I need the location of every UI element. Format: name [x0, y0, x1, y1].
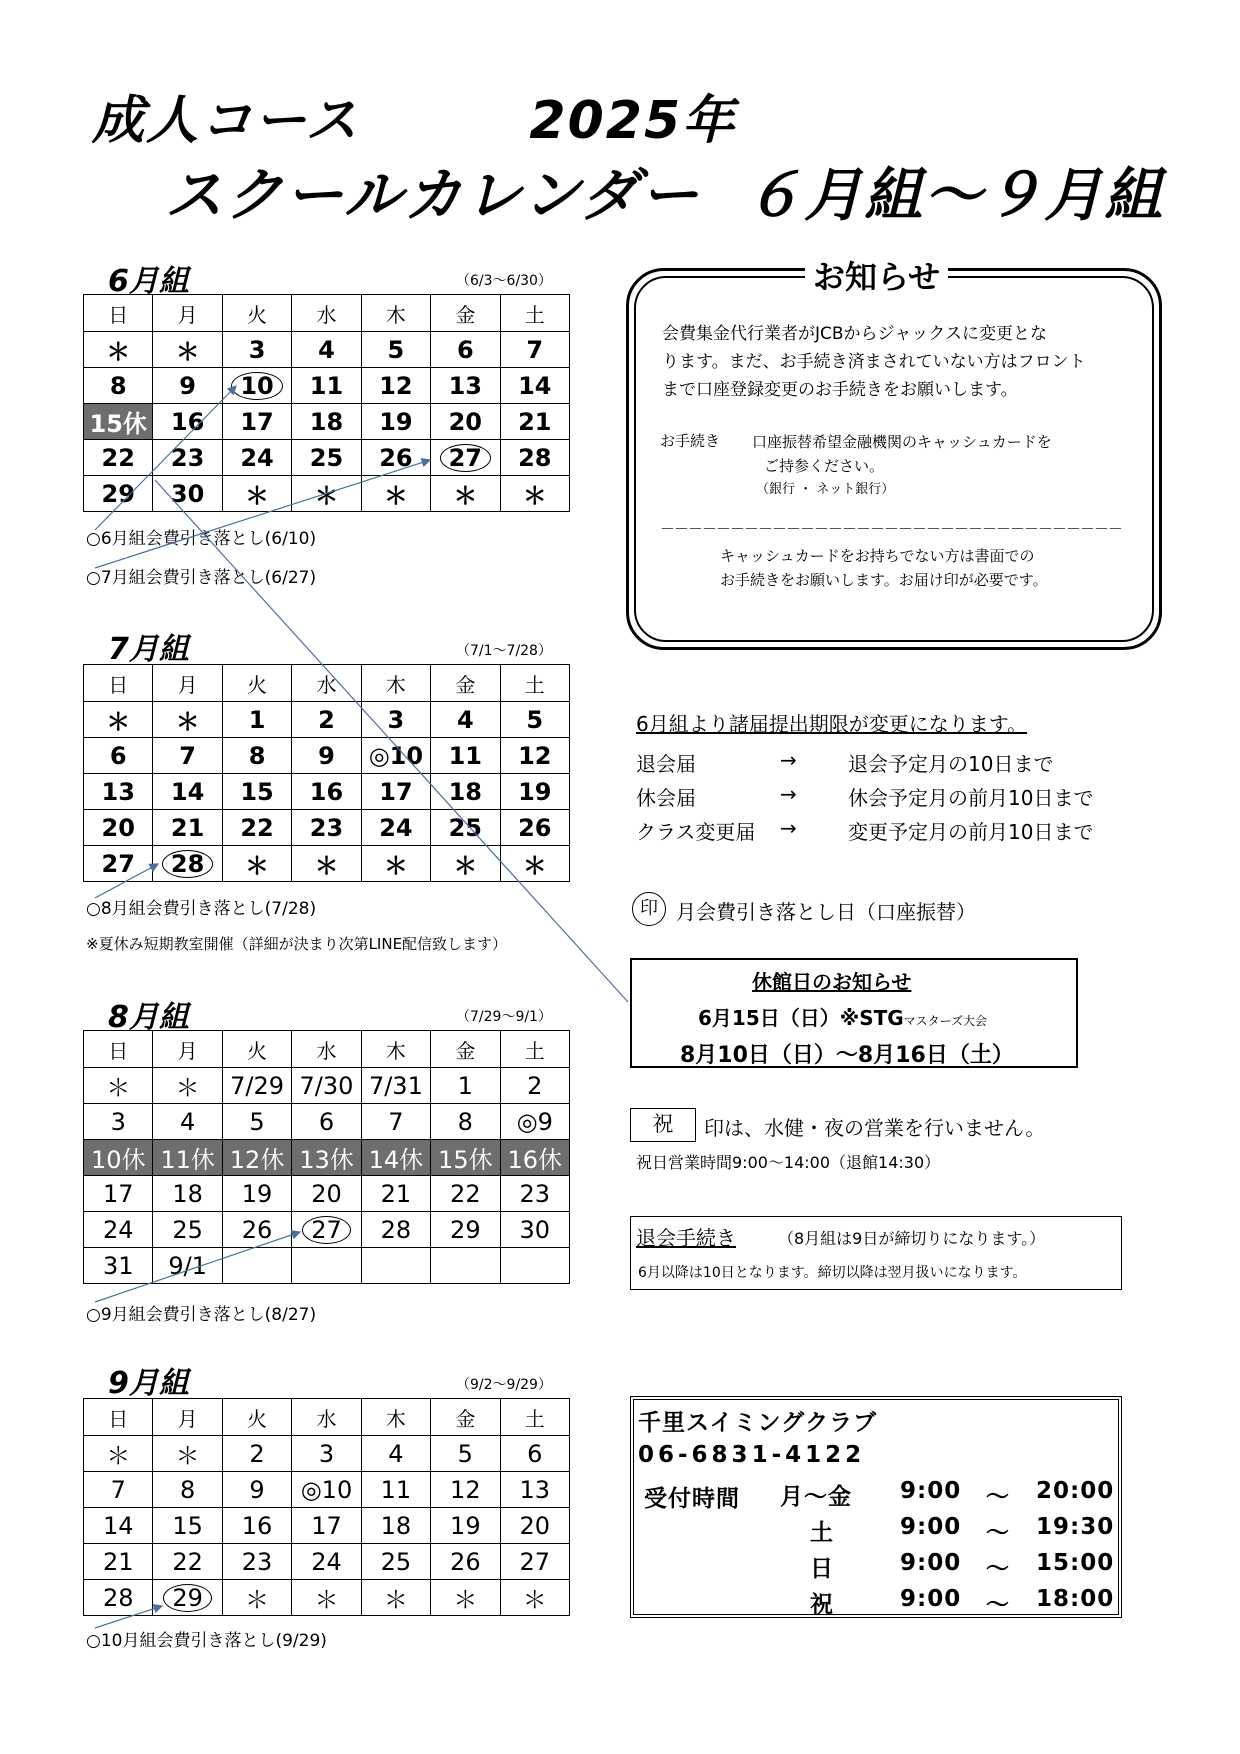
weekday-header: 木 [361, 295, 430, 332]
calendar-day-cell: 20 [84, 810, 153, 846]
notice-cashcard: キャッシュカードをお持ちでない方は書面での お手続きをお願いします。お届け印が必要です。 [720, 547, 1048, 589]
weekday-header: 金 [431, 295, 500, 332]
deadline-form: クラス変更届 [636, 820, 756, 844]
calendar-day-cell: 14 [500, 368, 569, 404]
calendar-day-cell: ＊ [222, 846, 291, 882]
weekday-header: 水 [292, 1399, 361, 1436]
june-note-2: ○7月組会費引き落とし(6/27) [86, 568, 317, 588]
calendar-day-cell: 23 [292, 810, 361, 846]
weekday-header: 月 [153, 665, 222, 702]
calendar-day-cell: 7/30 [292, 1068, 361, 1104]
calendar-day-cell: 3 [292, 1436, 361, 1472]
calendar-day-cell: 1 [222, 702, 291, 738]
calendar-day-cell: 18 [292, 404, 361, 440]
holiday-mark: 祝 [630, 1108, 696, 1142]
calendar-day-cell: ＊ [500, 846, 569, 882]
calendar-day-cell: 12休 [222, 1140, 291, 1176]
calendar-day-cell: 3 [361, 702, 430, 738]
calendar-day-cell: 7 [84, 1472, 153, 1508]
calendar-day-cell: 8 [84, 368, 153, 404]
deadline-form: 休会届 [636, 786, 696, 810]
calendar-day-cell: ＊ [84, 1436, 153, 1472]
september-range: （9/2～9/29） [456, 1377, 552, 1393]
calendar-day-cell: 5 [361, 332, 430, 368]
calendar-day-cell: ◎9 [500, 1104, 569, 1140]
calendar-day-cell: 25 [361, 1544, 430, 1580]
calendar-day-cell: 21 [500, 404, 569, 440]
title-line2: スクールカレンダー ６月組～９月組 [165, 161, 1165, 229]
calendar-day-cell: 23 [153, 440, 222, 476]
calendar-day-cell: 20 [292, 1176, 361, 1212]
club-hours-open: 9:00 [900, 1478, 962, 1504]
calendar-day-cell: ＊ [84, 1068, 153, 1104]
club-hours-row [780, 1586, 1120, 1622]
september-heading: 9月組 [108, 1366, 189, 1401]
club-hours-day: 月～金 [780, 1484, 852, 1510]
calendar-day-cell: 9 [153, 368, 222, 404]
calendar-day-cell: 9/1 [153, 1248, 222, 1284]
calendar-day-cell: 23 [500, 1176, 569, 1212]
july-note-2: ※夏休み短期教室開催（詳細が決まり次第LINE配信致します） [86, 935, 508, 953]
june-note-1: ○6月組会費引き落とし(6/10) [86, 529, 317, 549]
weekday-header: 月 [153, 295, 222, 332]
calendar-day-cell: ＊ [361, 846, 430, 882]
withdraw-rule: 6月以降は10日となります。締切以降は翌月扱いになります。 [638, 1265, 1027, 1281]
calendar-day-cell: 12 [500, 738, 569, 774]
club-hours-sep: ～ [986, 1484, 1010, 1510]
calendar-day-cell: 6 [431, 332, 500, 368]
calendar-day-cell: 21 [361, 1176, 430, 1212]
calendar-day-cell: 13 [431, 368, 500, 404]
calendar-day-cell: 26 [222, 1212, 291, 1248]
calendar-day-cell: 11休 [153, 1140, 222, 1176]
calendar-day-cell: 31 [84, 1248, 153, 1284]
debit-day-circle: 29 [163, 1584, 212, 1612]
calendar-day-cell: 28 [500, 440, 569, 476]
debit-day-circle: 28 [162, 850, 213, 878]
calendar-day-cell: ＊ [84, 332, 153, 368]
june-heading: 6月組 [108, 264, 189, 299]
calendar-day-cell: 12 [361, 368, 430, 404]
notice-procedure-label: お手続き [660, 432, 721, 450]
august-heading: 8月組 [108, 1000, 189, 1035]
club-hours-close: 20:00 [1036, 1478, 1115, 1504]
calendar-day-cell: 18 [153, 1176, 222, 1212]
weekday-header: 土 [500, 1399, 569, 1436]
calendar-day-cell: 26 [431, 1544, 500, 1580]
club-hours-day: 日 [810, 1556, 834, 1582]
calendar-day-cell: 15 [222, 774, 291, 810]
closed-day-2: 8月10日（日）～8月16日（土） [680, 1043, 1014, 1068]
calendar-day-cell: 30 [153, 476, 222, 512]
calendar-day-cell: ＊ [153, 702, 222, 738]
calendar-day-cell: ＊ [431, 846, 500, 882]
calendar-day-cell: 22 [222, 810, 291, 846]
calendar-day-cell: 14休 [361, 1140, 430, 1176]
calendar-day-cell: 3 [84, 1104, 153, 1140]
arrow-september-29 [95, 1606, 162, 1628]
club-hours-sep: ～ [986, 1556, 1010, 1582]
calendar-day-cell: 2 [222, 1436, 291, 1472]
calendar-day-cell: 27 [500, 1544, 569, 1580]
club-hours-sep: ～ [986, 1520, 1010, 1546]
calendar-day-cell: 22 [153, 1544, 222, 1580]
calendar-day-cell: 16 [153, 404, 222, 440]
deadline-form: 退会届 [636, 752, 696, 776]
calendar-day-cell: 29 [84, 476, 153, 512]
calendar-day-cell: 14 [84, 1508, 153, 1544]
deadline-arrow: → [780, 816, 797, 840]
calendar-day-cell: 18 [431, 774, 500, 810]
calendar-day-cell: 3 [222, 332, 291, 368]
arrow-august-27 [95, 1232, 300, 1302]
club-hours-open: 9:00 [900, 1586, 962, 1612]
weekday-header: 日 [84, 1031, 153, 1068]
calendar-day-cell: 4 [153, 1104, 222, 1140]
deadline-arrow: → [780, 748, 797, 772]
calendar-day-cell: 30 [500, 1212, 569, 1248]
calendar-day-cell: ◎10 [292, 1472, 361, 1508]
calendar-day-cell: 28 [361, 1212, 430, 1248]
calendar-day-cell: 16 [292, 774, 361, 810]
calendar-day-cell: 15休 [431, 1140, 500, 1176]
club-hours-row [780, 1478, 1120, 1514]
calendar-day-cell: 17 [84, 1176, 153, 1212]
weekday-header: 月 [153, 1031, 222, 1068]
weekday-header: 木 [361, 1031, 430, 1068]
weekday-header: 水 [292, 665, 361, 702]
calendar-day-cell: ＊ [292, 846, 361, 882]
calendar-day-cell: 6 [84, 738, 153, 774]
club-name: 千里スイミングクラブ [638, 1410, 878, 1436]
weekday-header: 金 [431, 665, 500, 702]
july-note-1: ○8月組会費引き落とし(7/28) [86, 899, 317, 919]
weekday-header: 土 [500, 295, 569, 332]
calendar-day-cell: 24 [292, 1544, 361, 1580]
title-line1: 成人コース 2025年 [92, 91, 737, 151]
calendar-day-cell: 4 [361, 1436, 430, 1472]
weekday-header: 水 [292, 1031, 361, 1068]
weekday-header: 土 [500, 665, 569, 702]
club-hours [780, 1478, 1120, 1622]
calendar-day-cell: ＊ [431, 476, 500, 512]
weekday-header: 日 [84, 295, 153, 332]
closed-day-1: 6月15日（日）※STGマスターズ大会 [698, 1006, 988, 1030]
calendar-day-cell: ＊ [500, 1580, 569, 1616]
deadline-rule: 休会予定月の前月10日まで [848, 786, 1094, 810]
calendar-day-cell: 8 [153, 1472, 222, 1508]
weekday-header: 日 [84, 665, 153, 702]
calendar-day-cell: 17 [361, 774, 430, 810]
weekday-header: 火 [222, 1031, 291, 1068]
calendar-day-cell: ＊ [222, 1580, 291, 1616]
weekday-header: 火 [222, 295, 291, 332]
calendar-day-cell: 6 [500, 1436, 569, 1472]
calendar-day-cell: 7/31 [361, 1068, 430, 1104]
holiday-hours: 祝日営業時間9:00～14:00（退館14:30） [636, 1153, 941, 1172]
calendar-day-cell: 9 [222, 1472, 291, 1508]
club-hours-close: 19:30 [1036, 1514, 1115, 1540]
deadline-rule: 変更予定月の前月10日まで [848, 820, 1094, 844]
club-hours-open: 9:00 [900, 1550, 962, 1576]
june-range: （6/3～6/30） [456, 273, 552, 289]
calendar-day-cell: 7/29 [222, 1068, 291, 1104]
deadline-arrow: → [780, 782, 797, 806]
weekday-header: 金 [431, 1031, 500, 1068]
august-range: （7/29～9/1） [456, 1009, 552, 1025]
calendar-day-cell: 21 [153, 810, 222, 846]
arrow-closed-day [155, 480, 628, 1002]
weekday-header: 日 [84, 1399, 153, 1436]
calendar-day-cell: 25 [431, 810, 500, 846]
calendar-day-cell: 12 [431, 1472, 500, 1508]
calendar-day-cell: 21 [84, 1544, 153, 1580]
calendar-day-cell: 15休 [84, 404, 153, 440]
calendar-day-cell: 7 [153, 738, 222, 774]
deadline-rule: 退会予定月の10日まで [848, 752, 1054, 776]
calendar-day-cell: 14 [153, 774, 222, 810]
weekday-header: 月 [153, 1399, 222, 1436]
calendar-day-cell: ＊ [431, 1580, 500, 1616]
weekday-header: 木 [361, 665, 430, 702]
calendar-day-cell: 17 [292, 1508, 361, 1544]
calendar-day-cell: 20 [500, 1508, 569, 1544]
calendar-day-cell: 19 [500, 774, 569, 810]
calendar-day-cell: 4 [431, 702, 500, 738]
calendar-day-cell: ＊ [292, 1580, 361, 1616]
club-hours-row [780, 1514, 1120, 1550]
calendar-day-cell: 11 [361, 1472, 430, 1508]
august-note-1: ○9月組会費引き落とし(8/27) [86, 1305, 317, 1325]
calendar-day-cell: 24 [361, 810, 430, 846]
calendar-day-cell: 17 [222, 404, 291, 440]
weekday-header: 火 [222, 1399, 291, 1436]
calendar-day-cell: 27 [84, 846, 153, 882]
club-hours-day: 祝 [810, 1592, 834, 1618]
calendar-day-cell: ＊ [292, 476, 361, 512]
holiday-text: 印は、水健・夜の営業を行いません。 [704, 1116, 1046, 1140]
calendar-day-cell: ＊ [153, 332, 222, 368]
calendar-day-cell: 16休 [500, 1140, 569, 1176]
calendar-day-cell: 11 [292, 368, 361, 404]
calendar-day-cell: 25 [153, 1212, 222, 1248]
notice-text: 会費集金代行業者がJCBからジャックスに変更とな ります。まだ、お手続き済まされていない方はフロント まで口座登録変更のお手続きをお願いします。 [662, 324, 1086, 400]
calendar-day-cell: 7 [361, 1104, 430, 1140]
calendar-day-cell: ＊ [153, 1436, 222, 1472]
calendar-day-cell: 11 [431, 738, 500, 774]
calendar-day-cell: ＊ [153, 1068, 222, 1104]
notice-divider: －－－－－－－－－－－－－－－－－－－－－－－－－－－－－－－－－ [660, 520, 1123, 538]
calendar-day-cell: 23 [222, 1544, 291, 1580]
notice-title: お知らせ [805, 252, 948, 298]
calendar-day-cell: 22 [431, 1176, 500, 1212]
calendar-day-cell: 13 [84, 774, 153, 810]
calendar-day-cell: ＊ [222, 476, 291, 512]
calendar-day-cell: 5 [222, 1104, 291, 1140]
july-range: （7/1～7/28） [456, 643, 552, 659]
calendar-day-cell: 8 [431, 1104, 500, 1140]
debit-day-circle: 27 [302, 1216, 351, 1244]
weekday-header: 土 [500, 1031, 569, 1068]
calendar-day-cell: ＊ [500, 476, 569, 512]
weekday-header: 金 [431, 1399, 500, 1436]
withdraw-note: （8月組は9日が締切りになります。） [778, 1229, 1046, 1248]
calendar-day-cell: 18 [361, 1508, 430, 1544]
calendar-day-cell: ◎10 [361, 738, 430, 774]
weekday-header: 木 [361, 1399, 430, 1436]
calendar-day-cell: 24 [222, 440, 291, 476]
calendar-day-cell: 7 [500, 332, 569, 368]
calendar-day-cell: 6 [292, 1104, 361, 1140]
debit-day-circle: 27 [440, 444, 491, 472]
club-hours-close: 15:00 [1036, 1550, 1115, 1576]
calendar-day-cell: 16 [222, 1508, 291, 1544]
calendar-day-cell: 2 [292, 702, 361, 738]
arrow-june-10 [95, 386, 236, 530]
calendar-day-cell: 13 [500, 1472, 569, 1508]
club-phone: 06-6831-4122 [638, 1442, 866, 1468]
calendar-day-cell: 19 [222, 1176, 291, 1212]
calendar-day-cell: 28 [84, 1580, 153, 1616]
calendar-day-cell: 25 [292, 440, 361, 476]
calendar-day-cell: ＊ [361, 476, 430, 512]
club-hours-row [780, 1550, 1120, 1586]
calendar-day-cell: 8 [222, 738, 291, 774]
calendar-day-cell: 15 [153, 1508, 222, 1544]
calendar-day-cell: 13休 [292, 1140, 361, 1176]
calendar-day-cell: 5 [500, 702, 569, 738]
calendar-day-cell: ＊ [361, 1580, 430, 1616]
club-hours-day: 土 [810, 1520, 834, 1546]
calendar-day-cell: 5 [431, 1436, 500, 1472]
calendar-day-cell: 20 [431, 404, 500, 440]
closed-days-title: 休館日のお知らせ [752, 970, 912, 994]
notice-procedure: 口座振替希望金融機関のキャッシュカードを ご持参ください。 （銀行 ・ ネット銀行） [752, 433, 1052, 497]
calendar-day-cell: 2 [500, 1068, 569, 1104]
club-hours-label: 受付時間 [644, 1486, 740, 1512]
calendar-day-cell: 26 [500, 810, 569, 846]
calendar-day-cell: 4 [292, 332, 361, 368]
withdraw-title: 退会手続き [636, 1226, 736, 1250]
calendar-day-cell: 19 [431, 1508, 500, 1544]
legend-circle-mark: 印 [632, 892, 666, 926]
debit-day-circle: 10 [231, 372, 282, 400]
club-hours-open: 9:00 [900, 1514, 962, 1540]
weekday-header: 水 [292, 295, 361, 332]
calendar-day-cell: 1 [431, 1068, 500, 1104]
arrow-june-27 [95, 460, 430, 568]
legend-text: 月会費引き落とし日（口座振替） [676, 900, 976, 924]
calendar-day-cell: 22 [84, 440, 153, 476]
calendar-day-cell: 9 [292, 738, 361, 774]
arrow-july-28 [95, 864, 158, 898]
september-note-1: ○10月組会費引き落とし(9/29) [86, 1631, 327, 1651]
calendar-day-cell: 10休 [84, 1140, 153, 1176]
club-hours-sep: ～ [986, 1592, 1010, 1618]
july-heading: 7月組 [108, 632, 189, 667]
calendar-day-cell: ＊ [84, 702, 153, 738]
deadline-heading: 6月組より諸届提出期限が変更になります。 [636, 712, 1028, 736]
calendar-day-cell: 29 [431, 1212, 500, 1248]
calendar-day-cell: 24 [84, 1212, 153, 1248]
calendar-day-cell: 26 [361, 440, 430, 476]
club-hours-close: 18:00 [1036, 1586, 1115, 1612]
weekday-header: 火 [222, 665, 291, 702]
calendar-day-cell: 19 [361, 404, 430, 440]
